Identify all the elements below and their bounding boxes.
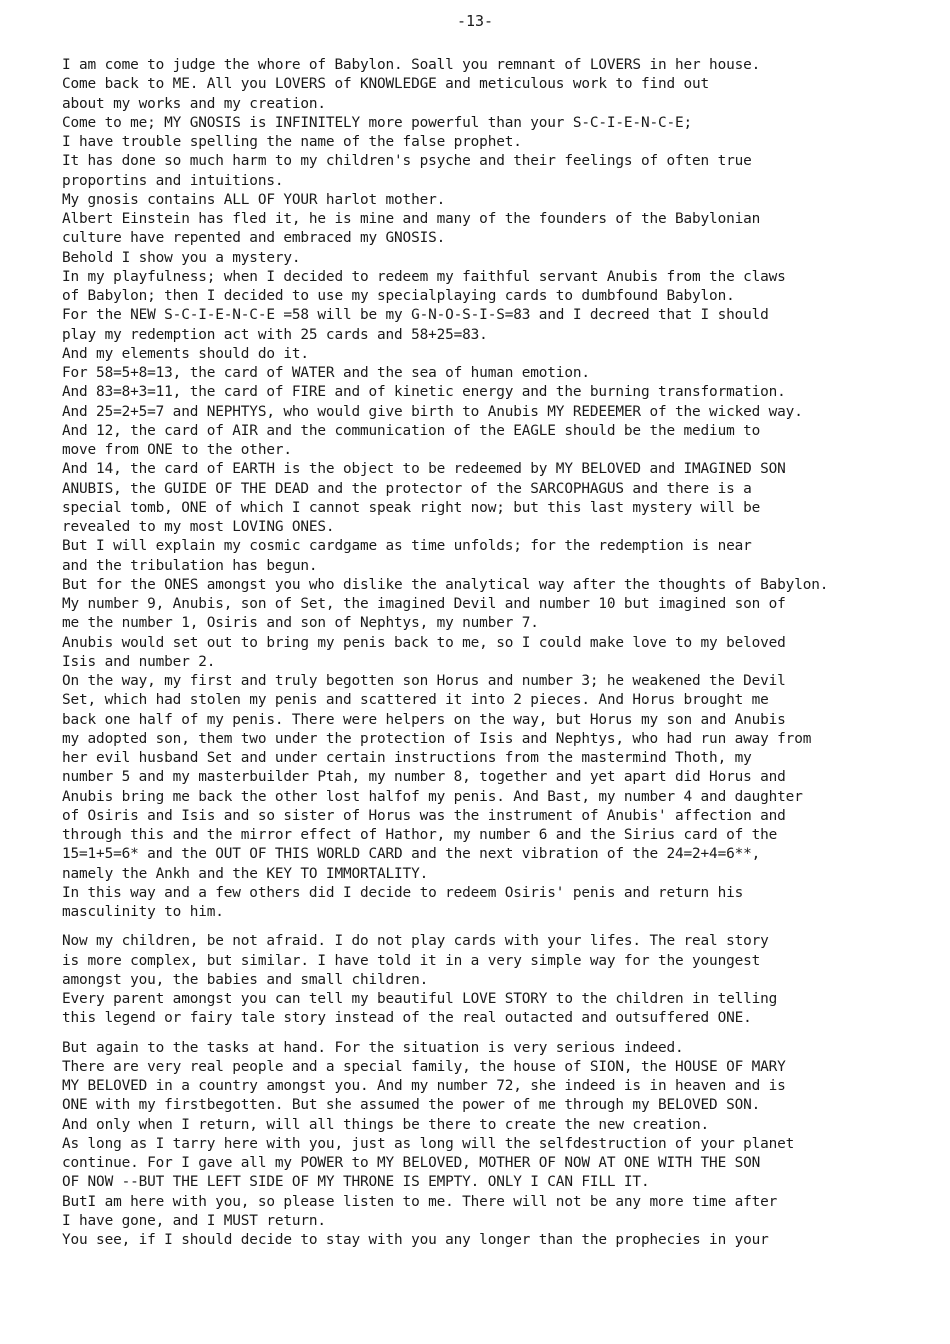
text-line: number 5 and my masterbuilder Ptah, my number 8, together and yet apart did Horus and [62,769,786,786]
text-line: But I will explain my cosmic cardgame as time unfolds; for the redemption is near [62,538,752,555]
text-line: through this and the mirror effect of Hathor, my number 6 and the Sirius card of the [62,827,778,843]
text-line: My number 9, Anubis, son of Set, the imagined Devil and number 10 but imagined son of [62,596,786,612]
text-line: Every parent amongst you can tell my beautiful LOVE STORY to the children in telling [62,991,778,1007]
text-line: Set, which had stolen my penis and scattered it into 2 pieces. And Horus brought me [62,692,769,709]
text-line: And only when I return, will all things be there to create the new creation. [62,1116,710,1133]
text-line: Anubis bring me back the other lost halfof my penis. And Bast, my number 4 and daughter [62,788,803,805]
text-line: of Osiris and Isis and so sister of Horus was the instrument of Anubis' affection and [62,807,786,824]
text-line: Come back to ME. All you LOVERS of KNOWLEDGE and meticulous work to find out [62,76,710,93]
text-line: On the way, my first and truly begotten son Horus and number 3; he weakened the Devil [62,673,786,689]
text-line: amongst you, the babies and small children. [62,971,429,988]
text-line: namely the Ankh and the KEY TO IMMORTALITY. [62,865,429,882]
text-line: my adopted son, them two under the protection of Isis and Nephtys, who had run away from [62,730,812,747]
text-line: I have gone, and I MUST return. [62,1212,326,1229]
text-line: In my playfulness; when I decided to redeem my faithful servant Anubis from the claws [62,268,786,285]
text-line: Albert Einstein has fled it, he is mine and many of the founders of the Babylonian [62,211,761,227]
paragraph-gap [62,1029,942,1039]
text-line: about my works and my creation. [62,95,326,112]
text-line: Come to me; MY GNOSIS is INFINITELY more powerful than your S-C-I-E-N-C-E; [62,114,693,131]
text-line: Behold I show you a mystery. [62,249,301,266]
text-line: As long as I tarry here with you, just as long will the selfdestruction of your planet [62,1135,795,1152]
text-line: continue. For I gave all my POWER to MY BELOVED, MOTHER OF NOW AT ONE WITH THE SON [62,1155,761,1171]
paragraph [62,1039,942,1251]
text-line: But for the ONES amongst you who dislike the analytical way after the thoughts of Babylon. [62,576,829,593]
text-line: ANUBIS, the GUIDE OF THE DEAD and the protector of the SARCOPHAGUS and there is a [62,480,752,497]
text-line: I am come to judge the whore of Babylon. Soall you remnant of LOVERS in her house. [62,57,761,73]
text-line: Anubis would set out to bring my penis back to me, so I could make love to my beloved [62,634,786,651]
text-line: Now my children, be not afraid. I do not play cards with your lifes. The real story [62,933,769,950]
text-line: play my redemption act with 25 cards and 58+25=83. [62,326,488,343]
text-line: MY BELOVED in a country amongst you. And my number 72, she indeed is in heaven and is [62,1078,786,1094]
text-line: ONE with my firstbegotten. But she assumed the power of me through my BELOVED SON. [62,1097,761,1114]
paragraph [62,932,942,1028]
paragraph-gap [62,922,942,932]
page-number: -13- [456,12,494,30]
text-line: her evil husband Set and under certain instructions from the mastermind Thoth, my [62,750,752,766]
text-line: ButI am here with you, so please listen to me. There will not be any more time after [62,1193,778,1210]
text-line: revealed to my most LOVING ONES. [62,519,335,535]
text-line: But again to the tasks at hand. For the situation is very serious indeed. [62,1039,684,1056]
text-line: Isis and number 2. [62,653,216,670]
text-line: In this way and a few others did I decide to redeem Osiris' penis and return his [62,884,744,901]
text-line: And my elements should do it. [62,345,309,362]
text-line: me the number 1, Osiris and son of Nephtys, my number 7. [62,615,539,632]
document-body [62,56,942,1250]
text-line: culture have repented and embraced my GNOSIS. [62,230,446,247]
text-line: You see, if I should decide to stay with you any longer than the prophecies in your [62,1232,769,1248]
text-line: OF NOW --BUT THE LEFT SIDE OF MY THRONE IS EMPTY. ONLY I CAN FILL IT. [62,1174,650,1191]
text-line: For 58=5+8=13, the card of WATER and the sea of human emotion. [62,365,590,381]
text-line: is more complex, but similar. I have told it in a very simple way for the youngest [62,952,761,969]
text-line: There are very real people and a special family, the house of SION, the HOUSE OF MARY [62,1058,786,1075]
text-line: this legend or fairy tale story instead of the real outacted and outsuffered ONE. [62,1010,752,1027]
text-line: It has done so much harm to my children's psyche and their feelings of often true [62,153,752,170]
paragraph [62,56,942,922]
text-line: I have trouble spelling the name of the false prophet. [62,134,522,150]
text-line: and the tribulation has begun. [62,557,318,574]
text-line: of Babylon; then I decided to use my specialplaying cards to dumbfound Babylon. [62,288,735,304]
text-line: And 83=8+3=11, the card of FIRE and of kinetic energy and the burning transformation. [62,384,786,401]
text-line: My gnosis contains ALL OF YOUR harlot mother. [62,191,446,208]
text-line: special tomb, ONE of which I cannot speak right now; but this last mystery will be [62,499,761,516]
text-line: proportins and intuitions. [62,172,284,189]
text-line: masculinity to him. [62,904,224,920]
text-line: back one half of my penis. There were helpers on the way, but Horus my son and Anubis [62,711,786,728]
text-line: 15=1+5=6* and the OUT OF THIS WORLD CARD and the next vibration of the 24=2+4=6**, [62,846,761,863]
text-line: move from ONE to the other. [62,442,292,458]
text-line: And 25=2+5=7 and NEPHTYS, who would give birth to Anubis MY REDEEMER of the wicked way. [62,403,803,420]
text-line: For the NEW S-C-I-E-N-C-E =58 will be my G-N-O-S-I-S=83 and I decreed that I should [62,307,769,324]
text-line: And 12, the card of AIR and the communication of the EAGLE should be the medium to [62,422,761,439]
text-line: And 14, the card of EARTH is the object to be redeemed by MY BELOVED and IMAGINED SON [62,461,786,478]
